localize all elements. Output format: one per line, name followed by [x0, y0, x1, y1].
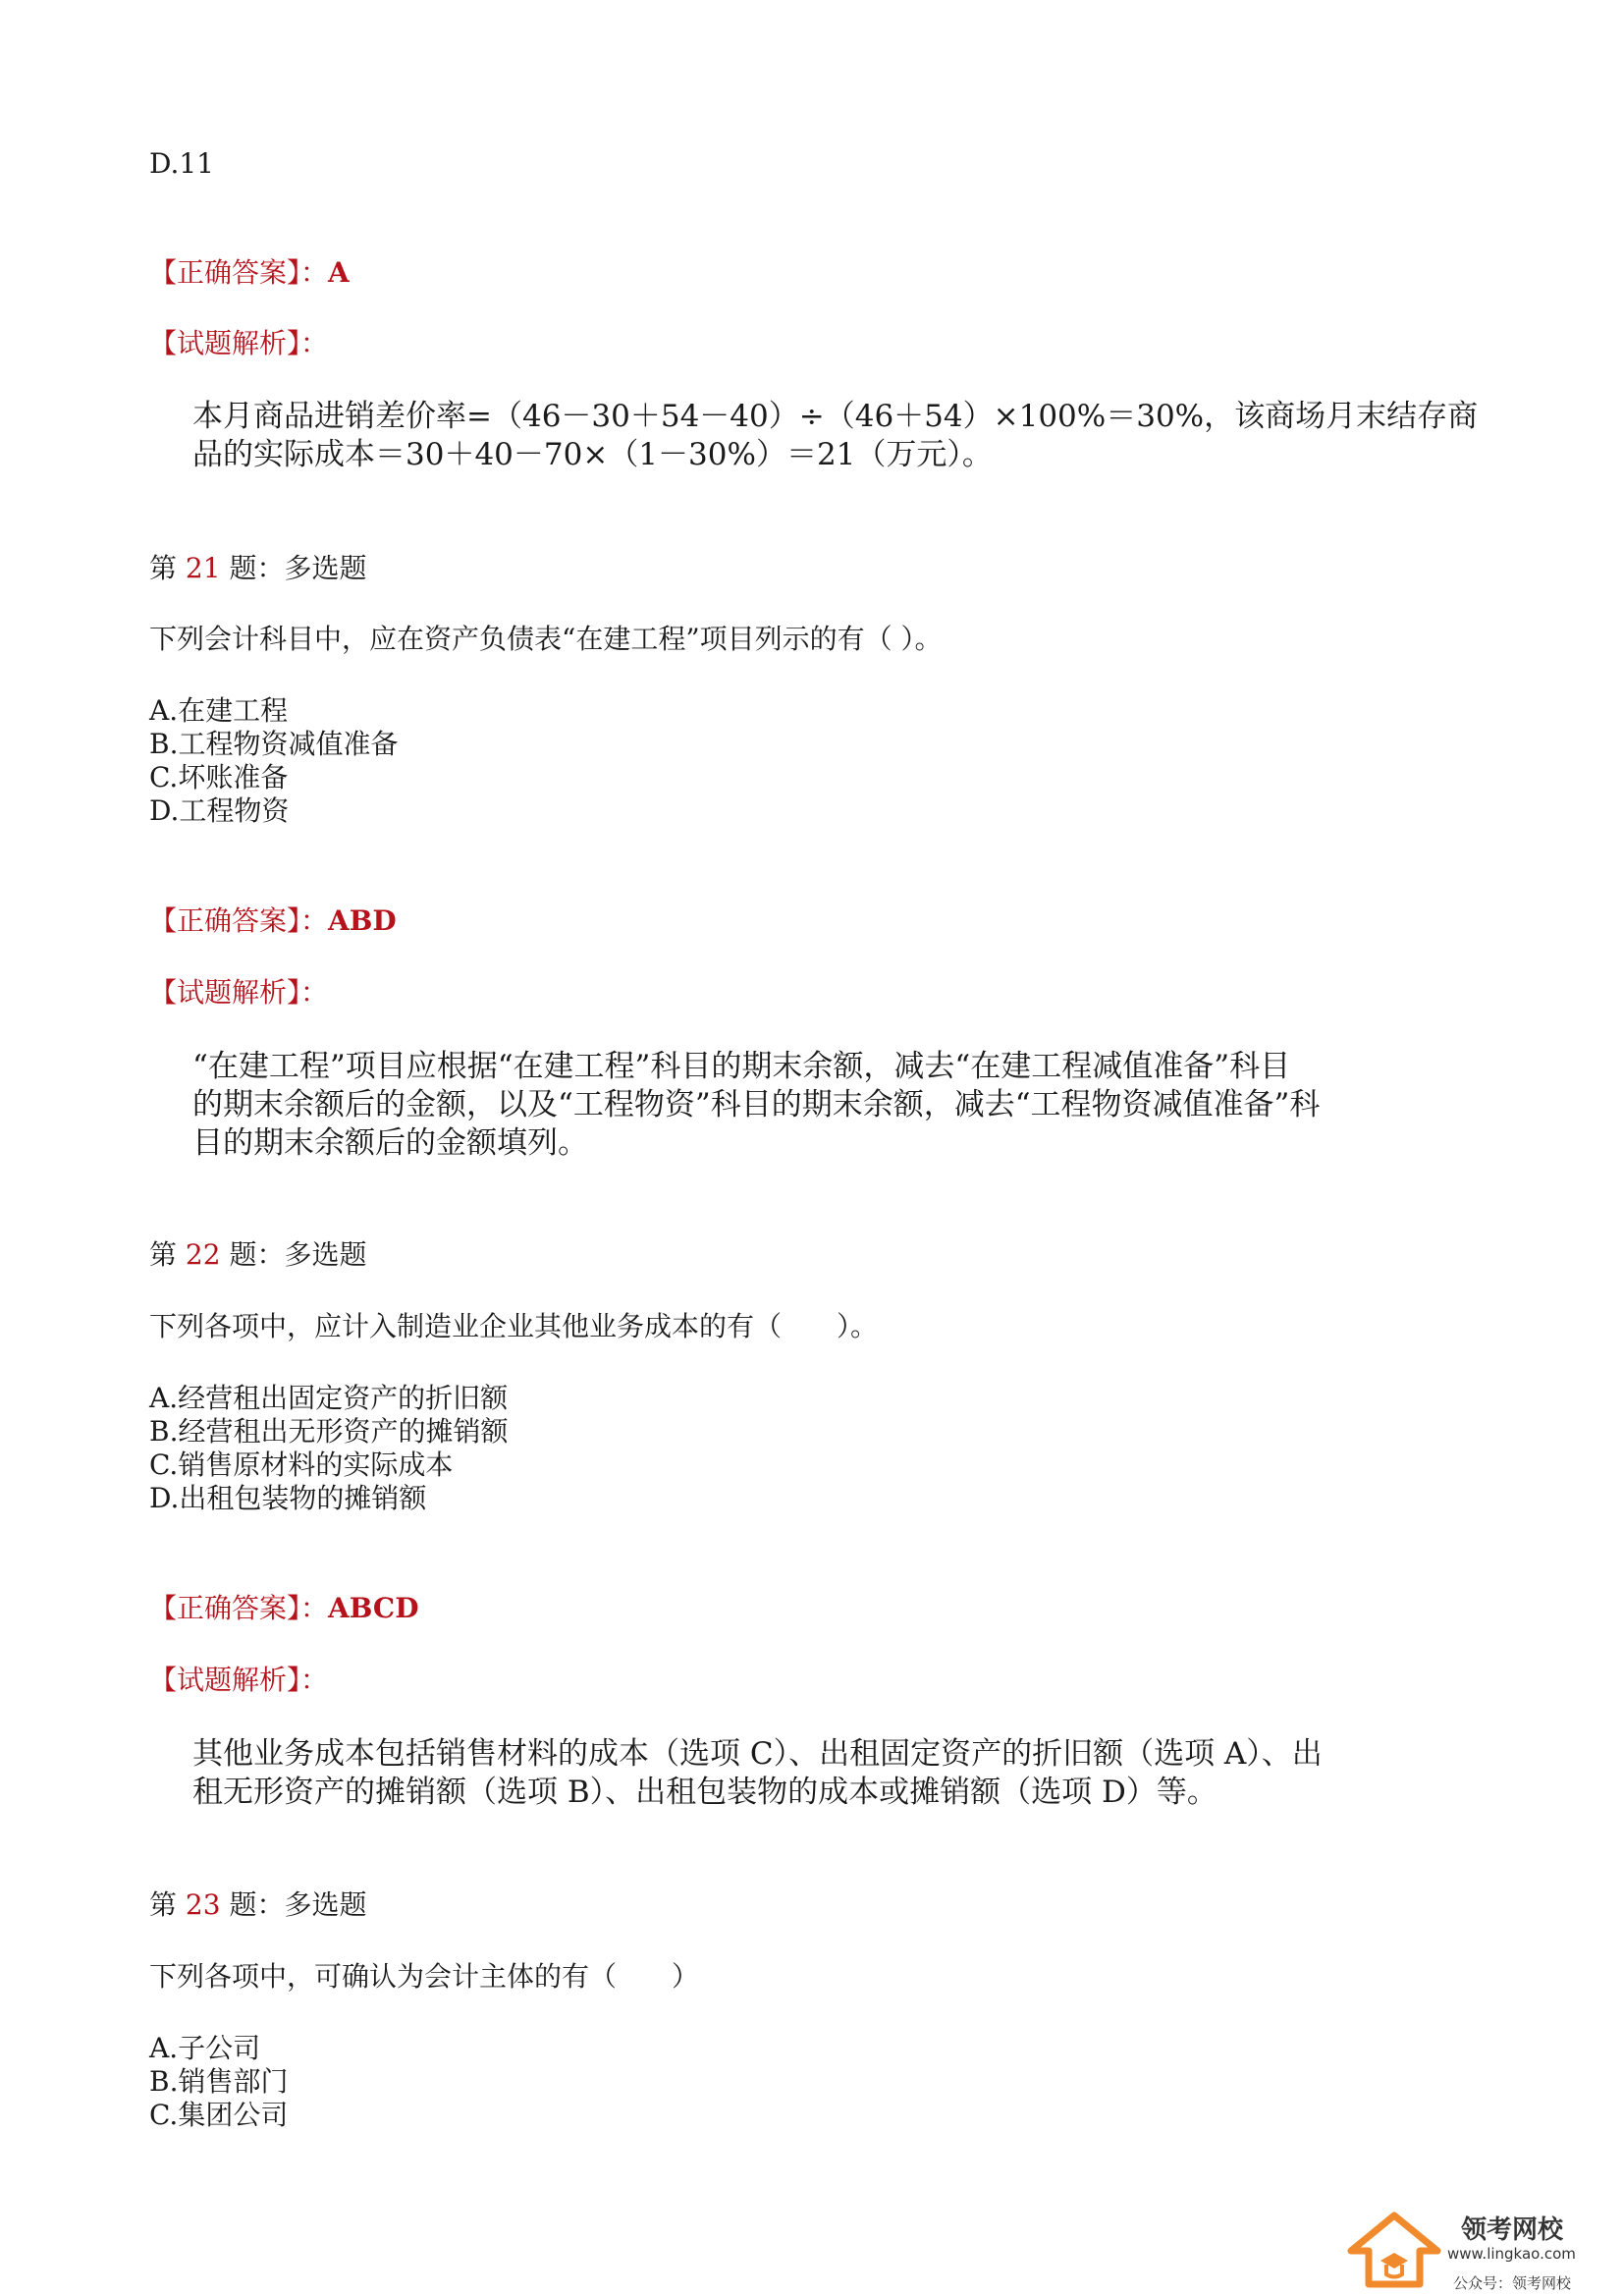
- question-type: 题：多选题: [229, 552, 367, 584]
- analysis-label: 【试题解析】：: [149, 327, 329, 359]
- question-number: 22: [185, 1238, 221, 1271]
- analysis-line: 本月商品进销差价率=（46－30＋54－40）÷（46＋54）×100%＝30%，该商场月末结存商: [192, 399, 1479, 434]
- question-stem: 下列会计科目中，应在资产负债表“在建工程”项目列示的有（ ）。: [149, 623, 943, 655]
- answer-label: 【正确答案】：: [149, 1592, 329, 1624]
- logo-public-account: 公众号：领考网校: [1453, 2274, 1572, 2292]
- analysis-line: 目的期末余额后的金额填列。: [192, 1125, 588, 1161]
- question-header: [149, 1238, 366, 1272]
- option-item: C.坏账准备: [149, 761, 289, 793]
- answer-label: 【正确答案】：: [149, 256, 329, 289]
- analysis-line: 租无形资产的摊销额（选项 B）、出租包装物的成本或摊销额（选项 D）等。: [192, 1775, 1217, 1810]
- option-item: B.经营租出无形资产的摊销额: [149, 1415, 509, 1448]
- analysis-label: 【试题解析】：: [149, 1664, 329, 1696]
- analysis-label: 【试题解析】：: [149, 976, 329, 1009]
- answer-line: [149, 904, 397, 938]
- option-item: C.销售原材料的实际成本: [149, 1449, 454, 1481]
- question-type: 题：多选题: [229, 1888, 367, 1921]
- answer-value: ABD: [328, 904, 397, 937]
- answer-value: A: [328, 256, 350, 289]
- question-number: 23: [185, 1888, 221, 1921]
- option-item: A.子公司: [149, 2032, 261, 2064]
- question-stem: 下列各项中，应计入制造业企业其他业务成本的有（ ）。: [149, 1310, 879, 1342]
- question-stem: 下列各项中，可确认为会计主体的有（ ）: [149, 1960, 700, 1993]
- analysis-text: [192, 398, 1528, 474]
- option-item: C.集团公司: [149, 2099, 289, 2131]
- option-item: D.出租包装物的摊销额: [149, 1482, 427, 1514]
- option-d: D.11: [149, 147, 214, 180]
- logo-url: www.lingkao.com: [1447, 2245, 1576, 2263]
- options-list: [149, 1382, 508, 1515]
- answer-value: ABCD: [328, 1592, 419, 1624]
- option-item: D.工程物资: [149, 794, 290, 827]
- question-header: [149, 552, 366, 585]
- question-type: 题：多选题: [229, 1238, 367, 1271]
- question-number: 21: [185, 552, 221, 584]
- analysis-line: “在建工程”项目应根据“在建工程”科目的期末余额，减去“在建工程减值准备”科目: [192, 1049, 1291, 1084]
- graduation-cap-house-icon: [1345, 2212, 1443, 2292]
- question-prefix: 第: [149, 552, 178, 584]
- analysis-text: [192, 1735, 1528, 1812]
- question-prefix: 第: [149, 1238, 178, 1271]
- option-item: B.销售部门: [149, 2065, 289, 2098]
- question-header: [149, 1888, 366, 1922]
- analysis-line: 的期末余额后的金额，以及“工程物资”科目的期末余额，减去“工程物资减值准备”科: [192, 1087, 1321, 1122]
- option-item: A.在建工程: [149, 694, 289, 727]
- answer-label: 【正确答案】：: [149, 904, 329, 937]
- answer-line: [149, 256, 350, 290]
- question-prefix: 第: [149, 1888, 178, 1921]
- footer-logo: [1345, 2210, 1600, 2293]
- logo-name: 领考网校: [1461, 2215, 1564, 2245]
- analysis-line: 其他业务成本包括销售材料的成本（选项 C）、出租固定资产的折旧额（选项 A）、出: [192, 1736, 1323, 1772]
- option-item: A.经营租出固定资产的折旧额: [149, 1382, 509, 1414]
- analysis-line: 品的实际成本＝30＋40－70×（1－30%）＝21（万元）。: [192, 437, 993, 472]
- options-list: [149, 2032, 288, 2132]
- option-item: B.工程物资减值准备: [149, 728, 399, 760]
- analysis-text: [192, 1048, 1528, 1163]
- answer-line: [149, 1592, 419, 1625]
- options-list: [149, 694, 398, 828]
